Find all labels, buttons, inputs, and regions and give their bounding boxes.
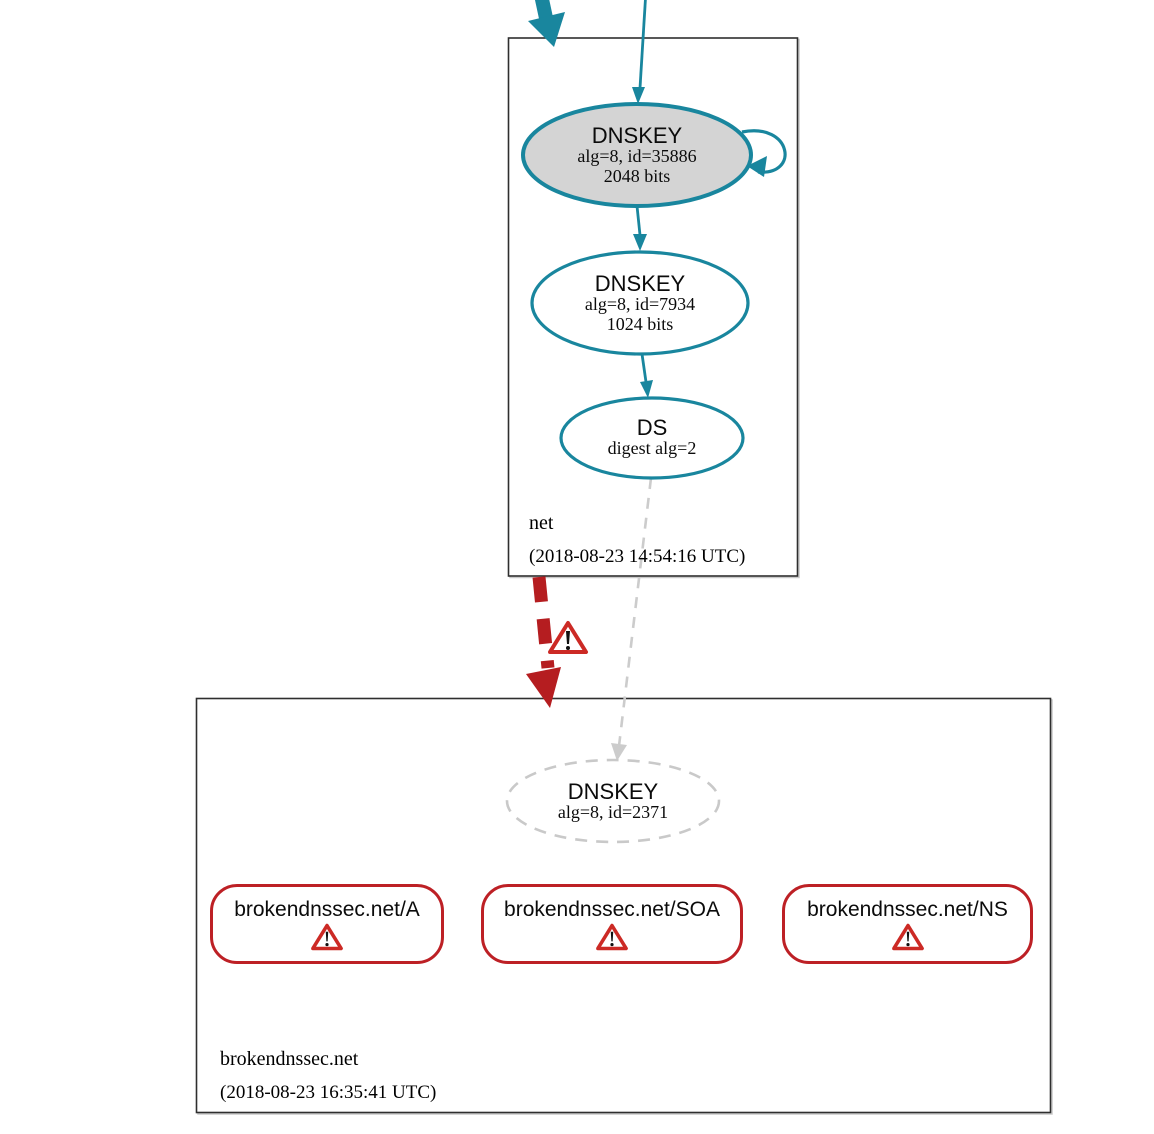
- node-dnskey-35886[interactable]: [523, 104, 751, 206]
- zone-name-net: net: [529, 512, 554, 534]
- node-title: DNSKEY: [594, 270, 686, 296]
- edge-bogus-delegation-shaft: [539, 577, 548, 668]
- node-detail-alg-id: alg=8, id=35886: [577, 146, 697, 167]
- zone-name-brokendnssec: brokendnssec.net: [220, 1048, 359, 1070]
- warning-icon: [550, 623, 586, 652]
- rrset-label: brokendnssec.net/NS: [807, 898, 1008, 922]
- edge-parent-chain-thick-shaft: [540, 0, 546, 18]
- node-detail-alg-id: alg=8, id=2371: [557, 802, 669, 823]
- rrset-label: brokendnssec.net/A: [234, 898, 420, 922]
- node-detail-bits: 2048 bits: [603, 166, 671, 187]
- node-title: DNSKEY: [591, 122, 683, 148]
- rrset-brokendnssec-net-soa[interactable]: [481, 884, 743, 964]
- node-detail-digest: digest alg=2: [607, 438, 697, 459]
- node-title: DNSKEY: [567, 778, 659, 804]
- rrset-brokendnssec-net-a[interactable]: [210, 884, 444, 964]
- node-detail-bits: 1024 bits: [606, 314, 674, 335]
- zone-timestamp-net: (2018-08-23 14:54:16 UTC): [529, 546, 746, 567]
- warning-icon: [891, 922, 925, 952]
- zone-timestamp-brokendnssec: (2018-08-23 16:35:41 UTC): [220, 1082, 437, 1103]
- node-ds[interactable]: [561, 398, 743, 478]
- rrset-label: brokendnssec.net/SOA: [504, 898, 720, 922]
- warning-icon: [310, 922, 344, 952]
- warning-icon: [595, 922, 629, 952]
- rrset-brokendnssec-net-ns[interactable]: [782, 884, 1033, 964]
- node-title: DS: [636, 414, 668, 440]
- node-detail-alg-id: alg=8, id=7934: [584, 294, 696, 315]
- node-dnskey-2371-missing[interactable]: [507, 760, 719, 842]
- node-dnskey-7934[interactable]: [532, 252, 748, 354]
